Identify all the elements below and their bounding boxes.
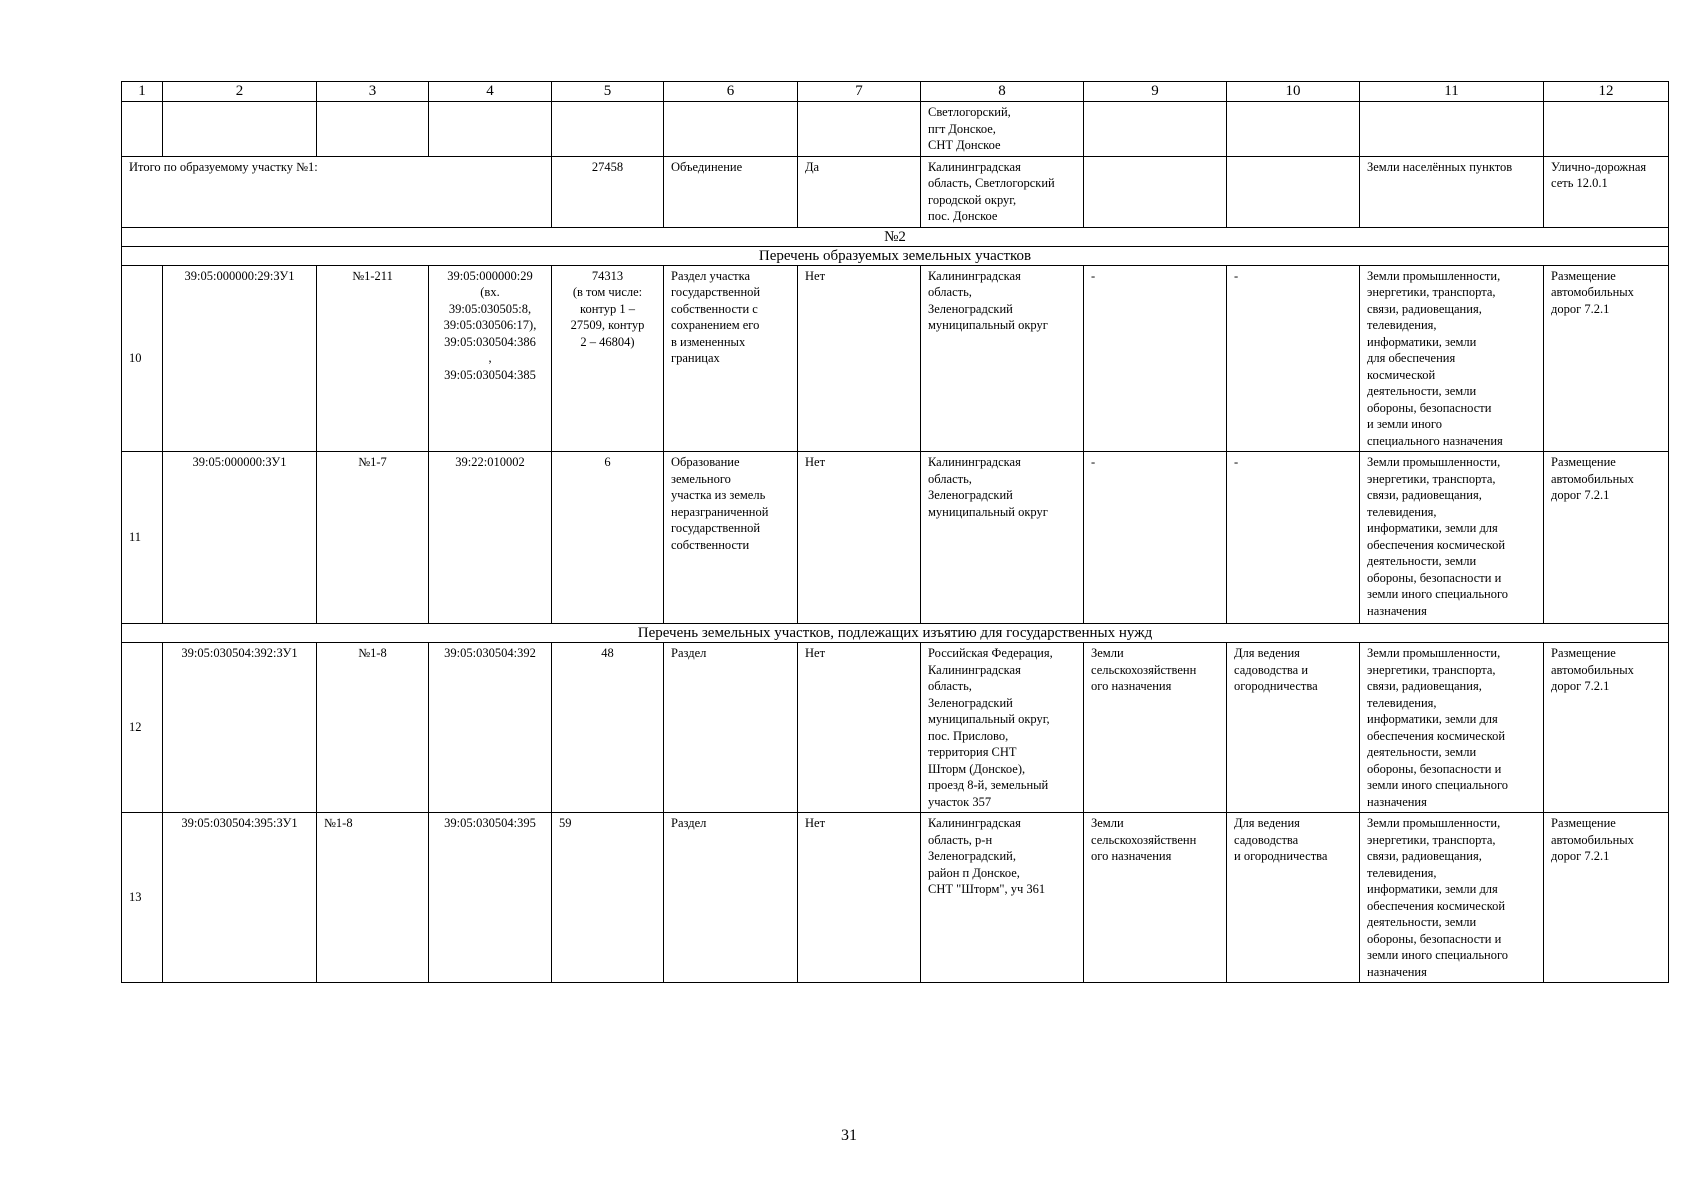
total-address: Калининградская область, Светлогорский городской округ, пос. Донское	[921, 156, 1084, 227]
section-seized-row	[122, 624, 1669, 643]
area: 74313 (в том числе: контур 1 – 27509, контур 2 – 46804)	[552, 265, 664, 452]
column-number-header-row	[122, 82, 1669, 102]
table-row	[122, 265, 1669, 452]
cadastral-number: 39:05:000000:29:ЗУ1	[163, 265, 317, 452]
header-cell: 4	[429, 82, 552, 102]
header-cell: 3	[317, 82, 429, 102]
current-category: -	[1084, 452, 1227, 624]
total-row	[122, 156, 1669, 227]
address-cell: Светлогорский, пгт Донское, СНТ Донское	[921, 102, 1084, 157]
source-plots: 39:05:000000:29 (вх. 39:05:030505:8, 39:05:030506:17), 39:05:030504:386 , 39:05:030504:385	[429, 265, 552, 452]
current-use: -	[1227, 452, 1360, 624]
current-use: -	[1227, 265, 1360, 452]
total-method: Объединение	[664, 156, 798, 227]
header-cell: 1	[122, 82, 163, 102]
section-title-formed: Перечень образуемых земельных участков	[122, 246, 1669, 265]
sheet-number: №1-8	[317, 643, 429, 813]
land-plots-table	[121, 81, 1669, 983]
header-cell: 2	[163, 82, 317, 102]
total-label: Итого по образуемому участку №1:	[122, 156, 552, 227]
land-category: Земли промышленности, энергетики, транспорта, связи, радиовещания, телевидения, информатики, земли для обеспечения космической деятельности, земли обороны, безопасности и земли иного специального назначения	[1360, 813, 1544, 983]
total-use: Улично-дорожная сеть 12.0.1	[1544, 156, 1669, 227]
sheet-number: №1-211	[317, 265, 429, 452]
page-number: 31	[841, 1127, 857, 1144]
address: Калининградская область, р-н Зеленоградский, район п Донское, СНТ "Шторм", уч 361	[921, 813, 1084, 983]
source-plots: 39:05:030504:395	[429, 813, 552, 983]
header-cell: 9	[1084, 82, 1227, 102]
header-cell: 10	[1227, 82, 1360, 102]
continuation-row	[122, 102, 1669, 157]
flag: Нет	[798, 452, 921, 624]
current-use: Для ведения садоводства и огородничества	[1227, 643, 1360, 813]
section-title-seized: Перечень земельных участков, подлежащих изъятию для государственных нужд	[122, 624, 1669, 643]
section-formed-row	[122, 246, 1669, 265]
header-cell: 11	[1360, 82, 1544, 102]
current-use: Для ведения садоводства и огородничества	[1227, 813, 1360, 983]
row-number: 10	[122, 265, 163, 452]
header-cell: 5	[552, 82, 664, 102]
row-number: 12	[122, 643, 163, 813]
header-cell: 6	[664, 82, 798, 102]
area: 59	[552, 813, 664, 983]
table-row	[122, 643, 1669, 813]
flag: Нет	[798, 265, 921, 452]
permitted-use: Размещение автомобильных дорог 7.2.1	[1544, 452, 1669, 624]
flag: Нет	[798, 813, 921, 983]
cadastral-number: 39:05:000000:ЗУ1	[163, 452, 317, 624]
land-category: Земли промышленности, энергетики, транспорта, связи, радиовещания, телевидения, информатики, земли для обеспечения космической деятельности, земли обороны, безопасности и земли иного специального назначения	[1360, 265, 1544, 452]
permitted-use: Размещение автомобильных дорог 7.2.1	[1544, 265, 1669, 452]
formation-method: Раздел	[664, 643, 798, 813]
source-plots: 39:22:010002	[429, 452, 552, 624]
permitted-use: Размещение автомобильных дорог 7.2.1	[1544, 813, 1669, 983]
source-plots: 39:05:030504:392	[429, 643, 552, 813]
area: 6	[552, 452, 664, 624]
area: 48	[552, 643, 664, 813]
sheet-number: №1-8	[317, 813, 429, 983]
sheet-number: №1-7	[317, 452, 429, 624]
table-row	[122, 452, 1669, 624]
flag: Нет	[798, 643, 921, 813]
cadastral-number: 39:05:030504:395:ЗУ1	[163, 813, 317, 983]
header-cell: 12	[1544, 82, 1669, 102]
address: Российская Федерация, Калининградская область, Зеленоградский муниципальный округ, пос. Прислово, территория СНТ Шторм (Донское), проезд 8-й, земельный участок 357	[921, 643, 1084, 813]
land-category: Земли промышленности, энергетики, транспорта, связи, радиовещания, телевидения, информатики, земли для обеспечения космической деятельности, земли обороны, безопасности и земли иного специального назначения	[1360, 452, 1544, 624]
permitted-use: Размещение автомобильных дорог 7.2.1	[1544, 643, 1669, 813]
formation-method: Раздел	[664, 813, 798, 983]
section-number: №2	[122, 227, 1669, 246]
header-cell: 8	[921, 82, 1084, 102]
row-number: 13	[122, 813, 163, 983]
land-category: Земли промышленности, энергетики, транспорта, связи, радиовещания, телевидения, информатики, земли для обеспечения космической деятельности, земли обороны, безопасности и земли иного специального назначения	[1360, 643, 1544, 813]
total-flag: Да	[798, 156, 921, 227]
current-category: Земли сельскохозяйственн ого назначения	[1084, 813, 1227, 983]
section-number-row	[122, 227, 1669, 246]
current-category: Земли сельскохозяйственн ого назначения	[1084, 643, 1227, 813]
table-row	[122, 813, 1669, 983]
row-number: 11	[122, 452, 163, 624]
cadastral-number: 39:05:030504:392:ЗУ1	[163, 643, 317, 813]
total-category: Земли населённых пунктов	[1360, 156, 1544, 227]
total-area: 27458	[552, 156, 664, 227]
address: Калининградская область, Зеленоградский муниципальный округ	[921, 265, 1084, 452]
current-category: -	[1084, 265, 1227, 452]
address: Калининградская область, Зеленоградский муниципальный округ	[921, 452, 1084, 624]
header-cell: 7	[798, 82, 921, 102]
formation-method: Раздел участка государственной собственности с сохранением его в измененных границах	[664, 265, 798, 452]
formation-method: Образование земельного участка из земель неразграниченной государственной собственности	[664, 452, 798, 624]
